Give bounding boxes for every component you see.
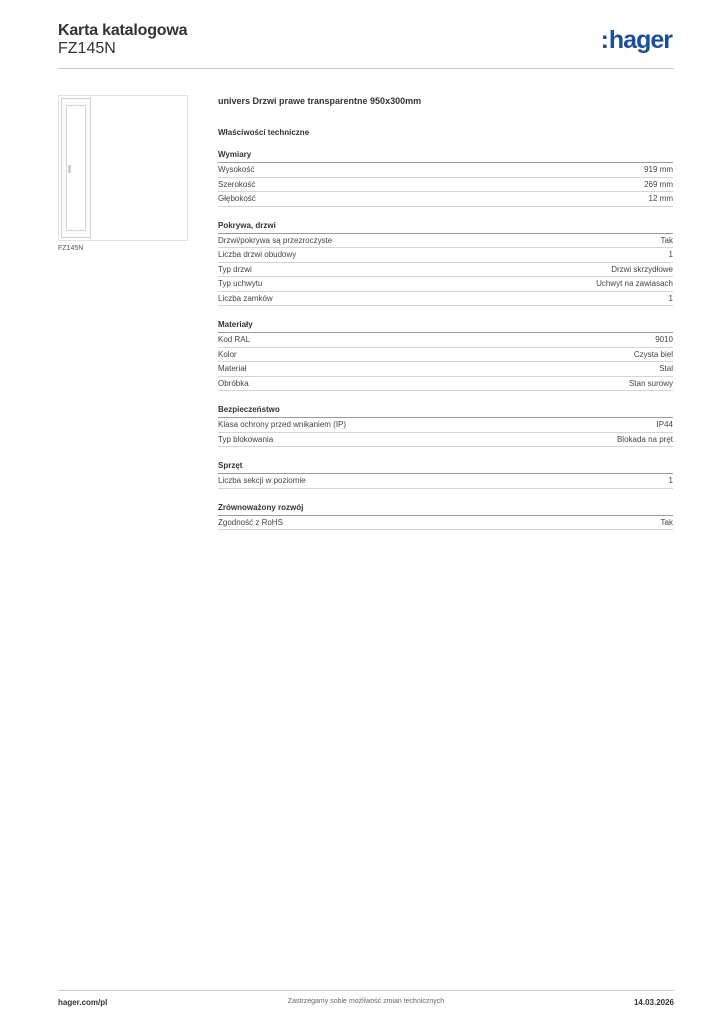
logo-dots: :: [600, 26, 608, 54]
property-row: [218, 348, 673, 363]
property-row: [218, 248, 673, 263]
footer-date: 14.03.2026: [633, 998, 674, 1007]
section-title: Właściwości techniczne: [218, 128, 310, 137]
property-value: Tak: [660, 517, 673, 527]
property-row: [218, 362, 673, 377]
property-value: 1: [668, 250, 673, 259]
property-value: 1: [668, 293, 673, 303]
property-label: Kod RAL: [218, 335, 251, 344]
property-label: Głębokość: [218, 194, 256, 203]
image-caption: FZ145N: [58, 245, 84, 252]
property-label: Liczba sekcji w poziomie: [218, 476, 306, 485]
property-label: Szerokość: [218, 179, 256, 189]
property-row: [218, 292, 673, 307]
property-value: Stal: [659, 364, 673, 373]
group-title: Zrównoważony rozwój: [218, 503, 673, 516]
property-value: 919 mm: [644, 165, 673, 174]
property-value: Blokada na pręt: [616, 434, 673, 444]
property-row: [218, 377, 673, 392]
group-title: Sprzęt: [218, 461, 673, 474]
property-value: 12 mm: [648, 194, 673, 203]
property-value: Drzwi skrzydłowe: [611, 264, 673, 274]
group-title: Wymiary: [218, 150, 673, 163]
property-row: [218, 474, 673, 489]
property-value: 1: [668, 476, 673, 485]
property-label: Wysokość: [218, 165, 255, 174]
property-label: Liczba zamków: [218, 293, 273, 303]
property-value: 9010: [655, 335, 673, 344]
property-value: Tak: [660, 235, 673, 245]
property-value: Czysta biel: [633, 349, 673, 359]
property-row: [218, 178, 673, 193]
property-row: [218, 418, 673, 433]
property-value: IP44: [656, 420, 673, 429]
page-header: [58, 20, 674, 70]
property-row: [218, 163, 673, 178]
footer-website[interactable]: hager.com/pl: [58, 998, 108, 1007]
door-illustration: [61, 98, 91, 238]
property-label: Kolor: [218, 349, 237, 359]
header-divider: [58, 68, 674, 69]
property-value: 269 mm: [644, 179, 673, 189]
property-row: [218, 516, 673, 531]
door-handle: [68, 165, 71, 173]
property-label: Materiał: [218, 364, 247, 373]
product-code: FZ145N: [58, 40, 116, 57]
property-row: [218, 263, 673, 278]
property-row: [218, 234, 673, 249]
footer-divider: [58, 990, 674, 991]
property-row: [218, 192, 673, 207]
property-label: Zgodność z RoHS: [218, 517, 283, 527]
property-label: Klasa ochrony przed wnikaniem (IP): [218, 420, 347, 429]
property-row: [218, 277, 673, 292]
property-row: [218, 433, 673, 448]
property-value: Stan surowy: [628, 378, 673, 388]
group-title: Bezpieczeństwo: [218, 405, 673, 418]
hager-logo: [601, 26, 672, 55]
page-footer: [58, 998, 674, 1010]
footer-notice: Zastrzegamy sobie możliwość zmian technicznych: [287, 998, 445, 1005]
document-title: Karta katalogowa: [58, 22, 188, 39]
property-label: Typ blokowania: [218, 434, 274, 444]
group-title: Materiały: [218, 320, 673, 333]
property-label: Drzwi/pokrywa są przezroczyste: [218, 235, 333, 245]
property-groups: [218, 150, 673, 530]
product-image: [58, 95, 188, 241]
product-name: univers Drzwi prawe transparentne 950x300mm: [218, 96, 422, 106]
property-value: Uchwyt na zawiasach: [596, 279, 673, 288]
group-title: Pokrywa, drzwi: [218, 221, 673, 234]
logo-text: hager: [608, 26, 672, 54]
technical-properties: [218, 96, 673, 530]
property-row: [218, 333, 673, 348]
property-label: Obróbka: [218, 378, 249, 388]
property-label: Liczba drzwi obudowy: [218, 250, 297, 259]
property-label: Typ drzwi: [218, 264, 252, 274]
property-label: Typ uchwytu: [218, 279, 263, 288]
